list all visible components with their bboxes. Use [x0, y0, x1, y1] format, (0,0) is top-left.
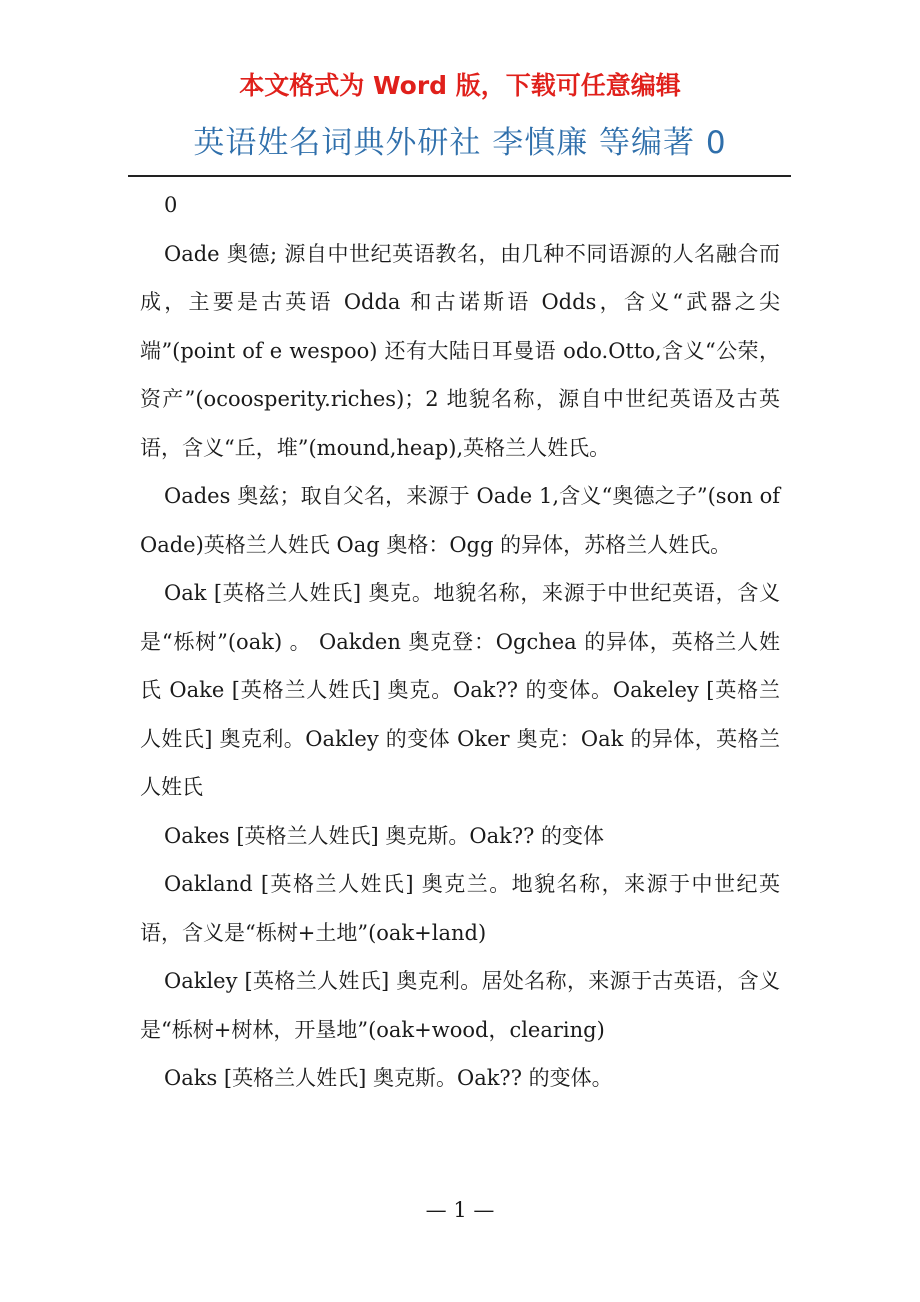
- page-number: — 1 —: [425, 1198, 495, 1222]
- download-banner: 本文格式为 Word 版，下载可任意编辑: [239, 71, 681, 100]
- header-divider: [128, 175, 791, 177]
- paragraph-oade: Oade 奥德; 源自中世纪英语教名，由几种不同语源的人名融合而成，主要是古英语 Odda 和古诺斯语 Odds，含义“武器之尖端”(point of e wespoo) 还有大陆日耳曼语 odo.Otto,含义“公荣，资产”(ocoosperity.riches)；2 地貌名称，源自中世纪英语及古英语，含义“丘，堆”(mound,heap),英格兰人姓氏。: [140, 241, 780, 460]
- document-body: [140, 181, 780, 1103]
- document-title: 英语姓名词典外研社 李慎廉 等编著 0: [193, 125, 727, 161]
- paragraph-oades: Oades 奥兹；取自父名，来源于 Oade 1,含义“奥德之子”(son of Oade)英格兰人姓氏 Oag 奥格：Ogg 的异体，苏格兰人姓氏。: [140, 484, 780, 557]
- paragraph-oakland: Oakland [英格兰人姓氏] 奥克兰。地貌名称，来源于中世纪英语，含义是“栎树+土地”(oak+land): [140, 872, 780, 945]
- paragraph-oaks: Oaks [英格兰人姓氏] 奥克斯。Oak?? 的变体。: [164, 1066, 613, 1090]
- paragraph-0: 0: [164, 193, 178, 217]
- paragraph-oakley: Oakley [英格兰人姓氏] 奥克利。居处名称，来源于古英语，含义是“栎树+树林，开垦地”(oak+wood，clearing): [140, 969, 780, 1042]
- paragraph-oak: Oak [英格兰人姓氏] 奥克。地貌名称，来源于中世纪英语，含义是“栎树”(oak) 。 Oakden 奥克登：Ogchea 的异体，英格兰人姓氏 Oake [英格兰人姓氏] 奥克。Oak?? 的变体。Oakeley [英格兰人姓氏] 奥克利。Oakley 的变体 Oker 奥克：Oak 的异体，英格兰人姓氏: [140, 581, 780, 799]
- paragraph-oakes: Oakes [英格兰人姓氏] 奥克斯。Oak?? 的变体: [164, 823, 605, 848]
